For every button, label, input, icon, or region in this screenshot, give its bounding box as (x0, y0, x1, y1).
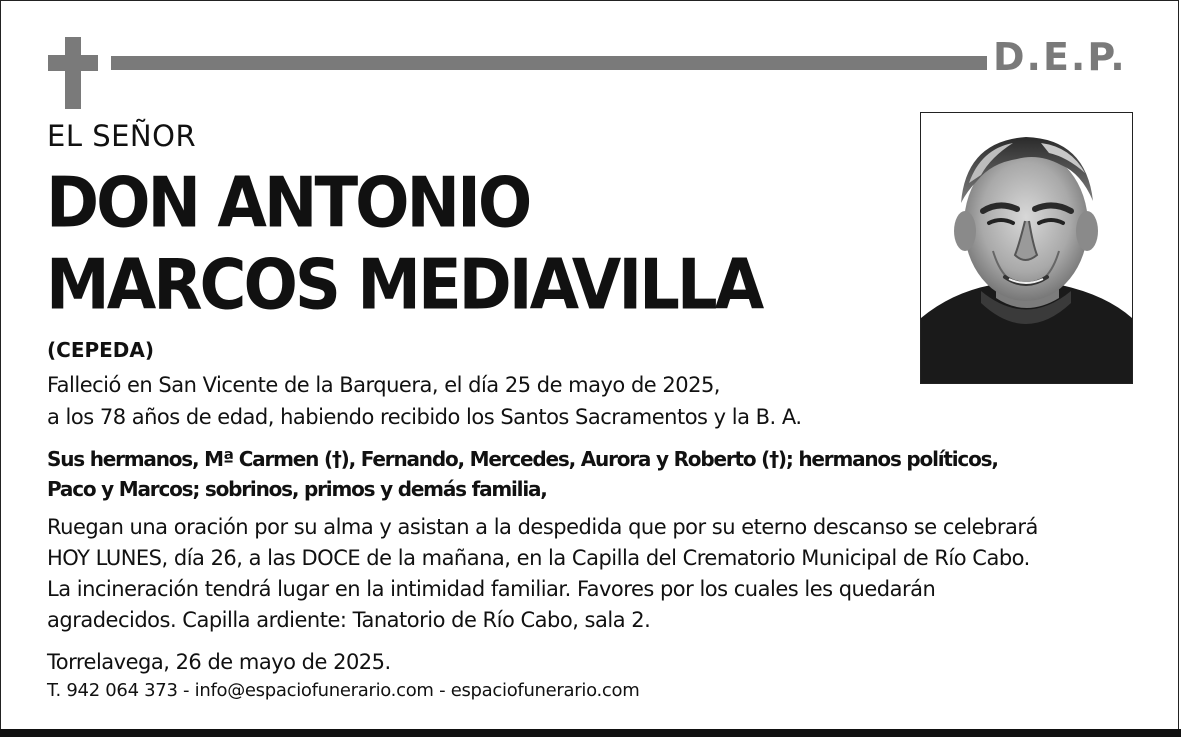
deceased-name-line1: DON ANTONIO (46, 164, 530, 244)
place-date: Torrelavega, 26 de mayo de 2025. (47, 650, 391, 674)
title-prefix: EL SEÑOR (47, 119, 197, 153)
family-line1: Sus hermanos, Mª Carmen (†), Fernando, Mercedes, Aurora y Roberto (†); hermanos políticos, (47, 447, 998, 471)
cross-icon (48, 37, 98, 109)
family-line2: Paco y Marcos; sobrinos, primos y demás familia, (47, 477, 547, 501)
service-line1: Ruegan una oración por su alma y asistan a la despedida que por su eterno descanso se celebrará (47, 515, 1038, 539)
deceased-name-line2: MARCOS MEDIAVILLA (46, 246, 762, 326)
service-line3: La incineración tendrá lugar en la intimidad familiar. Favores por los cuales les quedarán (47, 577, 936, 601)
dep-label: D.E.P. (993, 35, 1127, 79)
deceased-origin: (CEPEDA) (47, 338, 155, 362)
service-line4: agradecidos. Capilla ardiente: Tanatorio de Río Cabo, sala 2. (47, 608, 651, 632)
death-notice-line1: Falleció en San Vicente de la Barquera, el día 25 de mayo de 2025, (47, 373, 720, 397)
service-line2: HOY LUNES, día 26, a las DOCE de la mañana, en la Capilla del Crematorio Municipal de Río Cabo. (47, 546, 1030, 570)
portrait-photo (920, 112, 1133, 384)
contact-info: T. 942 064 373 - info@espaciofunerario.com - espaciofunerario.com (47, 680, 640, 701)
header-rule (111, 56, 987, 70)
death-notice-line2: a los 78 años de edad, habiendo recibido los Santos Sacramentos y la B. A. (47, 405, 802, 429)
bottom-rule (0, 729, 1181, 737)
